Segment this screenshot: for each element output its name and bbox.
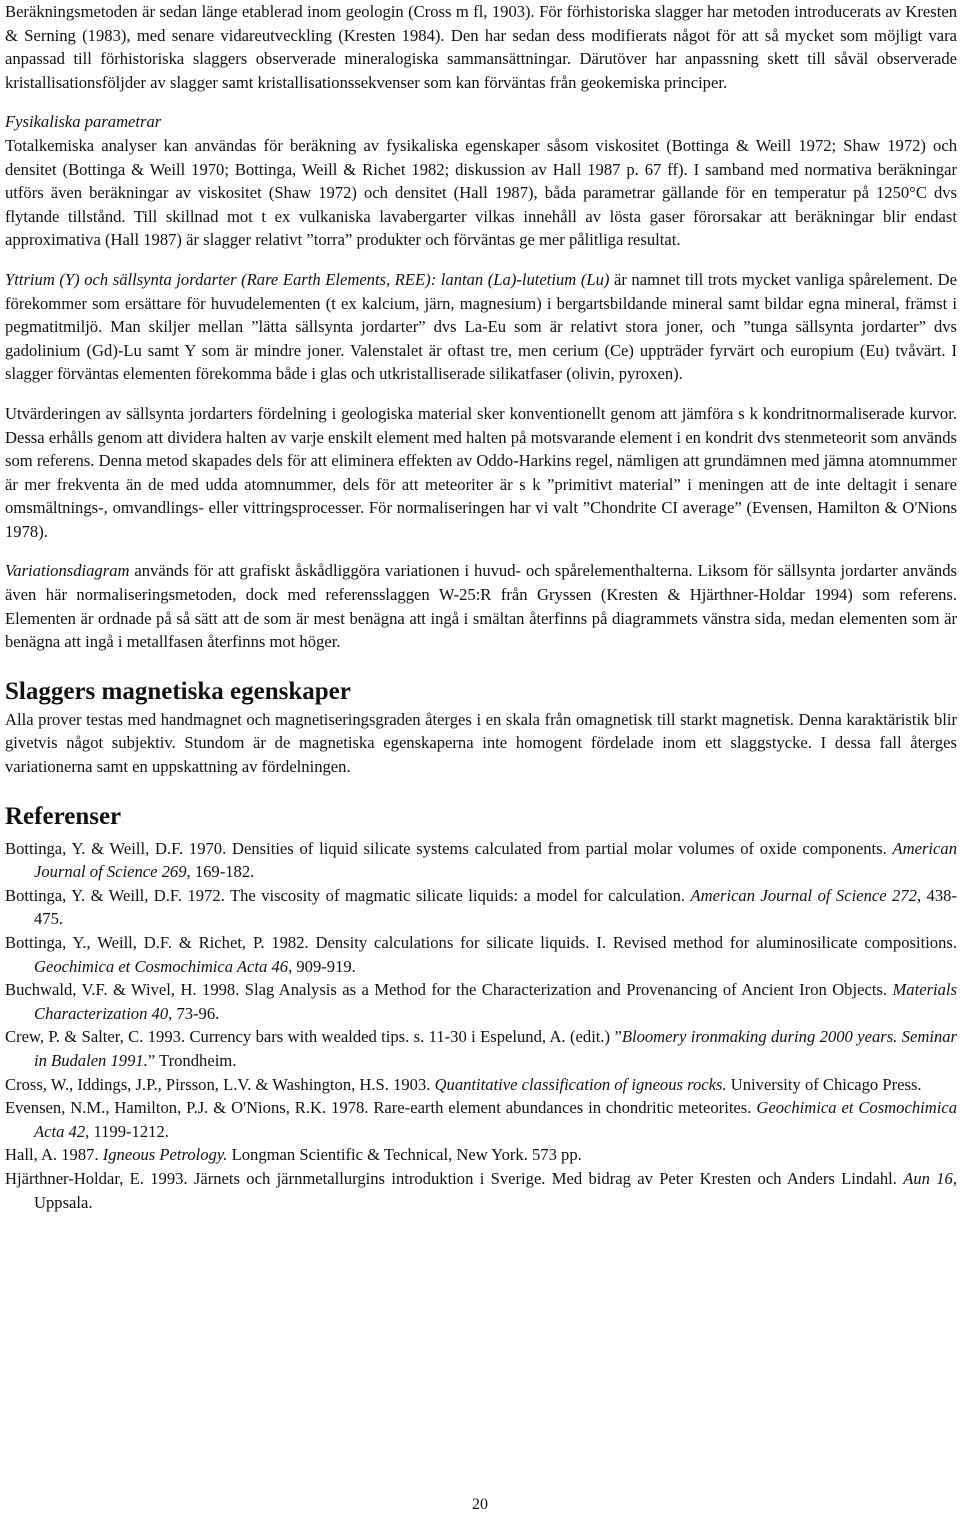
yttrium-paragraph <box>5 268 957 386</box>
reference-source: Aun 16 <box>903 1168 953 1188</box>
reference-text: Hjärthner-Holdar, E. 1993. Järnets och järnmetallurgins introduktion i Sverige. Med bidrag av Peter Kresten och Anders Lindahl. <box>5 1168 904 1188</box>
reference-item <box>5 837 957 884</box>
fysikaliska-section <box>5 110 957 252</box>
reference-pages: Longman Scientific & Technical, New York. 573 pp. <box>227 1145 582 1165</box>
variation-paragraph <box>5 559 957 653</box>
page-number: 20 <box>472 1496 488 1513</box>
references-list <box>5 837 957 1215</box>
reference-pages: ” Trondheim. <box>147 1050 237 1070</box>
utvardering-paragraph: Utvärderingen av sällsynta jordarters fördelning i geologiska material sker konventionellt genom att jämföra s k kondritnormaliserade kurvor. Dessa erhålls genom att dividera halten av varje enskilt element med halten på motsvarande element i en kondrit dvs stenmeteorit som används som referens. Denna metod skapades dels för att eliminera effekten av Oddo-Harkins regel, nämligen att grundämnen med jämna atomnummer är mer frekventa än de med udda atomnummer, dels för att meteoriter är s k ”primitivt material” i meningen att de inte deltagit i senare omsmältnings-, omvandlings- eller vittringsprocesser. För normaliseringen har vi valt ”Chondrite CI average” (Evensen, Hamilton & O'Nions 1978). <box>5 403 957 541</box>
reference-source: American Journal of Science 269 <box>34 838 957 882</box>
magnetic-heading: Slaggers magnetiska egenskaper <box>5 677 351 705</box>
reference-text: Buchwald, V.F. & Wivel, H. 1998. Slag Analysis as a Method for the Characterization and Provenancing of Ancient Iron Objects. <box>5 980 893 1000</box>
yttrium-lead: Yttrium (Y) och sällsynta jordarter (Rare Earth Elements, REE): lantan (La)-lutetium (Lu) <box>5 269 610 289</box>
reference-pages: , 909-919. <box>288 956 356 976</box>
fysikaliska-title: Fysikaliska parametrar <box>5 112 162 132</box>
reference-text: Bottinga, Y., Weill, D.F. & Richet, P. 1982. Density calculations for silicate liquids. I. Revised method for aluminosilicate compositions. <box>5 933 957 952</box>
reference-item <box>5 1096 957 1143</box>
reference-source: American Journal of Science 272 <box>690 885 917 905</box>
intro-paragraph: Beräkningsmetoden är sedan länge etablerad inom geologin (Cross m fl, 1903). För förhistoriska slagger har metoden introducerats av Kresten & Serning (1983), med senare vidareutveckling (Kresten 1984). Den har sedan dess modifierats något för att så mycket som möjligt vara anpassad till förhistoriska slaggers observerade mineralogiska sammansättningar. Därutöver har anpassning skett till såväl observerade kristallisationsföljder av slagger samt kristallisationssekvenser som kan förväntas från geokemiska principer. <box>5 2 957 92</box>
reference-text: Evensen, N.M., Hamilton, P.J. & O'Nions, R.K. 1978. Rare-earth element abundances in chondritic meteorites. <box>5 1098 757 1118</box>
variation-lead: Variationsdiagram <box>5 561 130 581</box>
reference-source: Materials Characterization 40 <box>34 980 957 1023</box>
reference-text: Crew, P. & Salter, C. 1993. Currency bars with wealded tips. s. 11-30 i Espelund, A. (edit.) ” <box>5 1027 622 1047</box>
reference-pages: , 73-96. <box>168 1003 220 1023</box>
reference-pages: , 1199-1212. <box>85 1121 169 1141</box>
reference-source: Geochimica et Cosmochimica Acta 46 <box>34 956 289 976</box>
reference-source: Bloomery ironmaking during 2000 years. Seminar in Budalen 1991. <box>34 1027 957 1070</box>
reference-pages: University of Chicago Press. <box>726 1074 922 1094</box>
reference-text: Bottinga, Y. & Weill, D.F. 1970. Densities of liquid silicate systems calculated from partial molar volumes of oxide components. <box>5 838 893 858</box>
reference-pages: , 438-475. <box>34 885 957 929</box>
reference-item <box>5 884 957 931</box>
reference-source: Quantitative classification of igneous rocks. <box>434 1074 727 1094</box>
reference-source: Geochimica et Cosmochimica Acta 42 <box>34 1098 957 1141</box>
fysikaliska-paragraph: Totalkemiska analyser kan användas för beräkning av fysikaliska egenskaper såsom viskositet (Bottinga & Weill 1972; Shaw 1972) och densitet (Bottinga & Weill 1970; Bottinga, Weill & Richet 1982; diskussion av Hall 1987 p. 67 ff). I samband med normativa beräkningar utförs även beräkningar av viskositet (Shaw 1972) och densitet (Hall 1987), båda parametrar gällande för en temperatur på 1250°C dvs flytande tillstånd. Till skillnad mot t ex vulkaniska lavabergarter vilkas innehåll av lösta gaser förorsakar att beräkningar blir endast approximativa (Hall 1987) är slagger relativt ”torra” produkter och förväntas ge mer pålitliga resultat. <box>5 135 957 250</box>
references-heading: Referenser <box>5 802 122 830</box>
reference-item <box>5 1167 957 1214</box>
reference-text: Cross, W., Iddings, J.P., Pirsson, L.V. & Washington, H.S. 1903. <box>5 1074 435 1094</box>
reference-text: Bottinga, Y. & Weill, D.F. 1972. The viscosity of magmatic silicate liquids: a model for calculation. <box>5 885 691 905</box>
variation-text: används för att grafiskt åskådliggöra variationen i huvud- och spårelementhalterna. Liksom för sällsynta jordarter används även här normaliseringsmetoden, dock med referensslaggen W-25:R från Gryssen (Kresten & Hjärthner-Holdar 1994) som referens. Elementen är ordnade på så sätt att de som är mest benägna att ingå i smältan återfinns på diagrammets vänstra sida, medan elementen som är benägna att ingå i metallfasen återfinns mot höger. <box>5 561 957 652</box>
reference-item <box>5 1025 957 1072</box>
reference-source: Igneous Petrology. <box>102 1145 228 1165</box>
reference-item <box>5 1143 957 1167</box>
magnetic-paragraph: Alla prover testas med handmagnet och magnetiseringsgraden återges i en skala från omagnetisk till starkt magnetisk. Denna karaktäristik blir givetvis något subjektiv. Stundom är de magnetiska egenskaperna inte homogent fördelade inom ett slaggstycke. I dessa fall återges variationerna samt en uppskattning av fördelningen. <box>5 709 957 777</box>
yttrium-text: är namnet till trots mycket vanliga spårelement. De förekommer som ersättare för huvudelementen (t ex kalcium, järn, magnesium) i bergartsbildande mineral samt bildar egna mineral, främst i pegmatitmiljö. Man skiljer mellan ”lätta sällsynta jordarter” dvs La-Eu som är relativt stora joner, och ”tunga sällsynta jordarter” dvs gadolinium (Gd)-Lu samt Y som är mindre joner. Valenstalet är oftast tre, men cerium (Ce) uppträder fyrvärt och europium (Eu) tvåvärt. I slagger förväntas elementen förekomma både i glas och utkristalliserade silikatfaser (olivin, pyroxen). <box>5 269 957 384</box>
reference-item <box>5 978 957 1025</box>
document-page <box>5 0 957 1214</box>
reference-item <box>5 1073 957 1097</box>
reference-text: Hall, A. 1987. <box>5 1145 103 1165</box>
reference-pages: , Uppsala. <box>34 1168 957 1212</box>
reference-pages: , 169-182. <box>186 862 255 882</box>
reference-item <box>5 931 957 978</box>
